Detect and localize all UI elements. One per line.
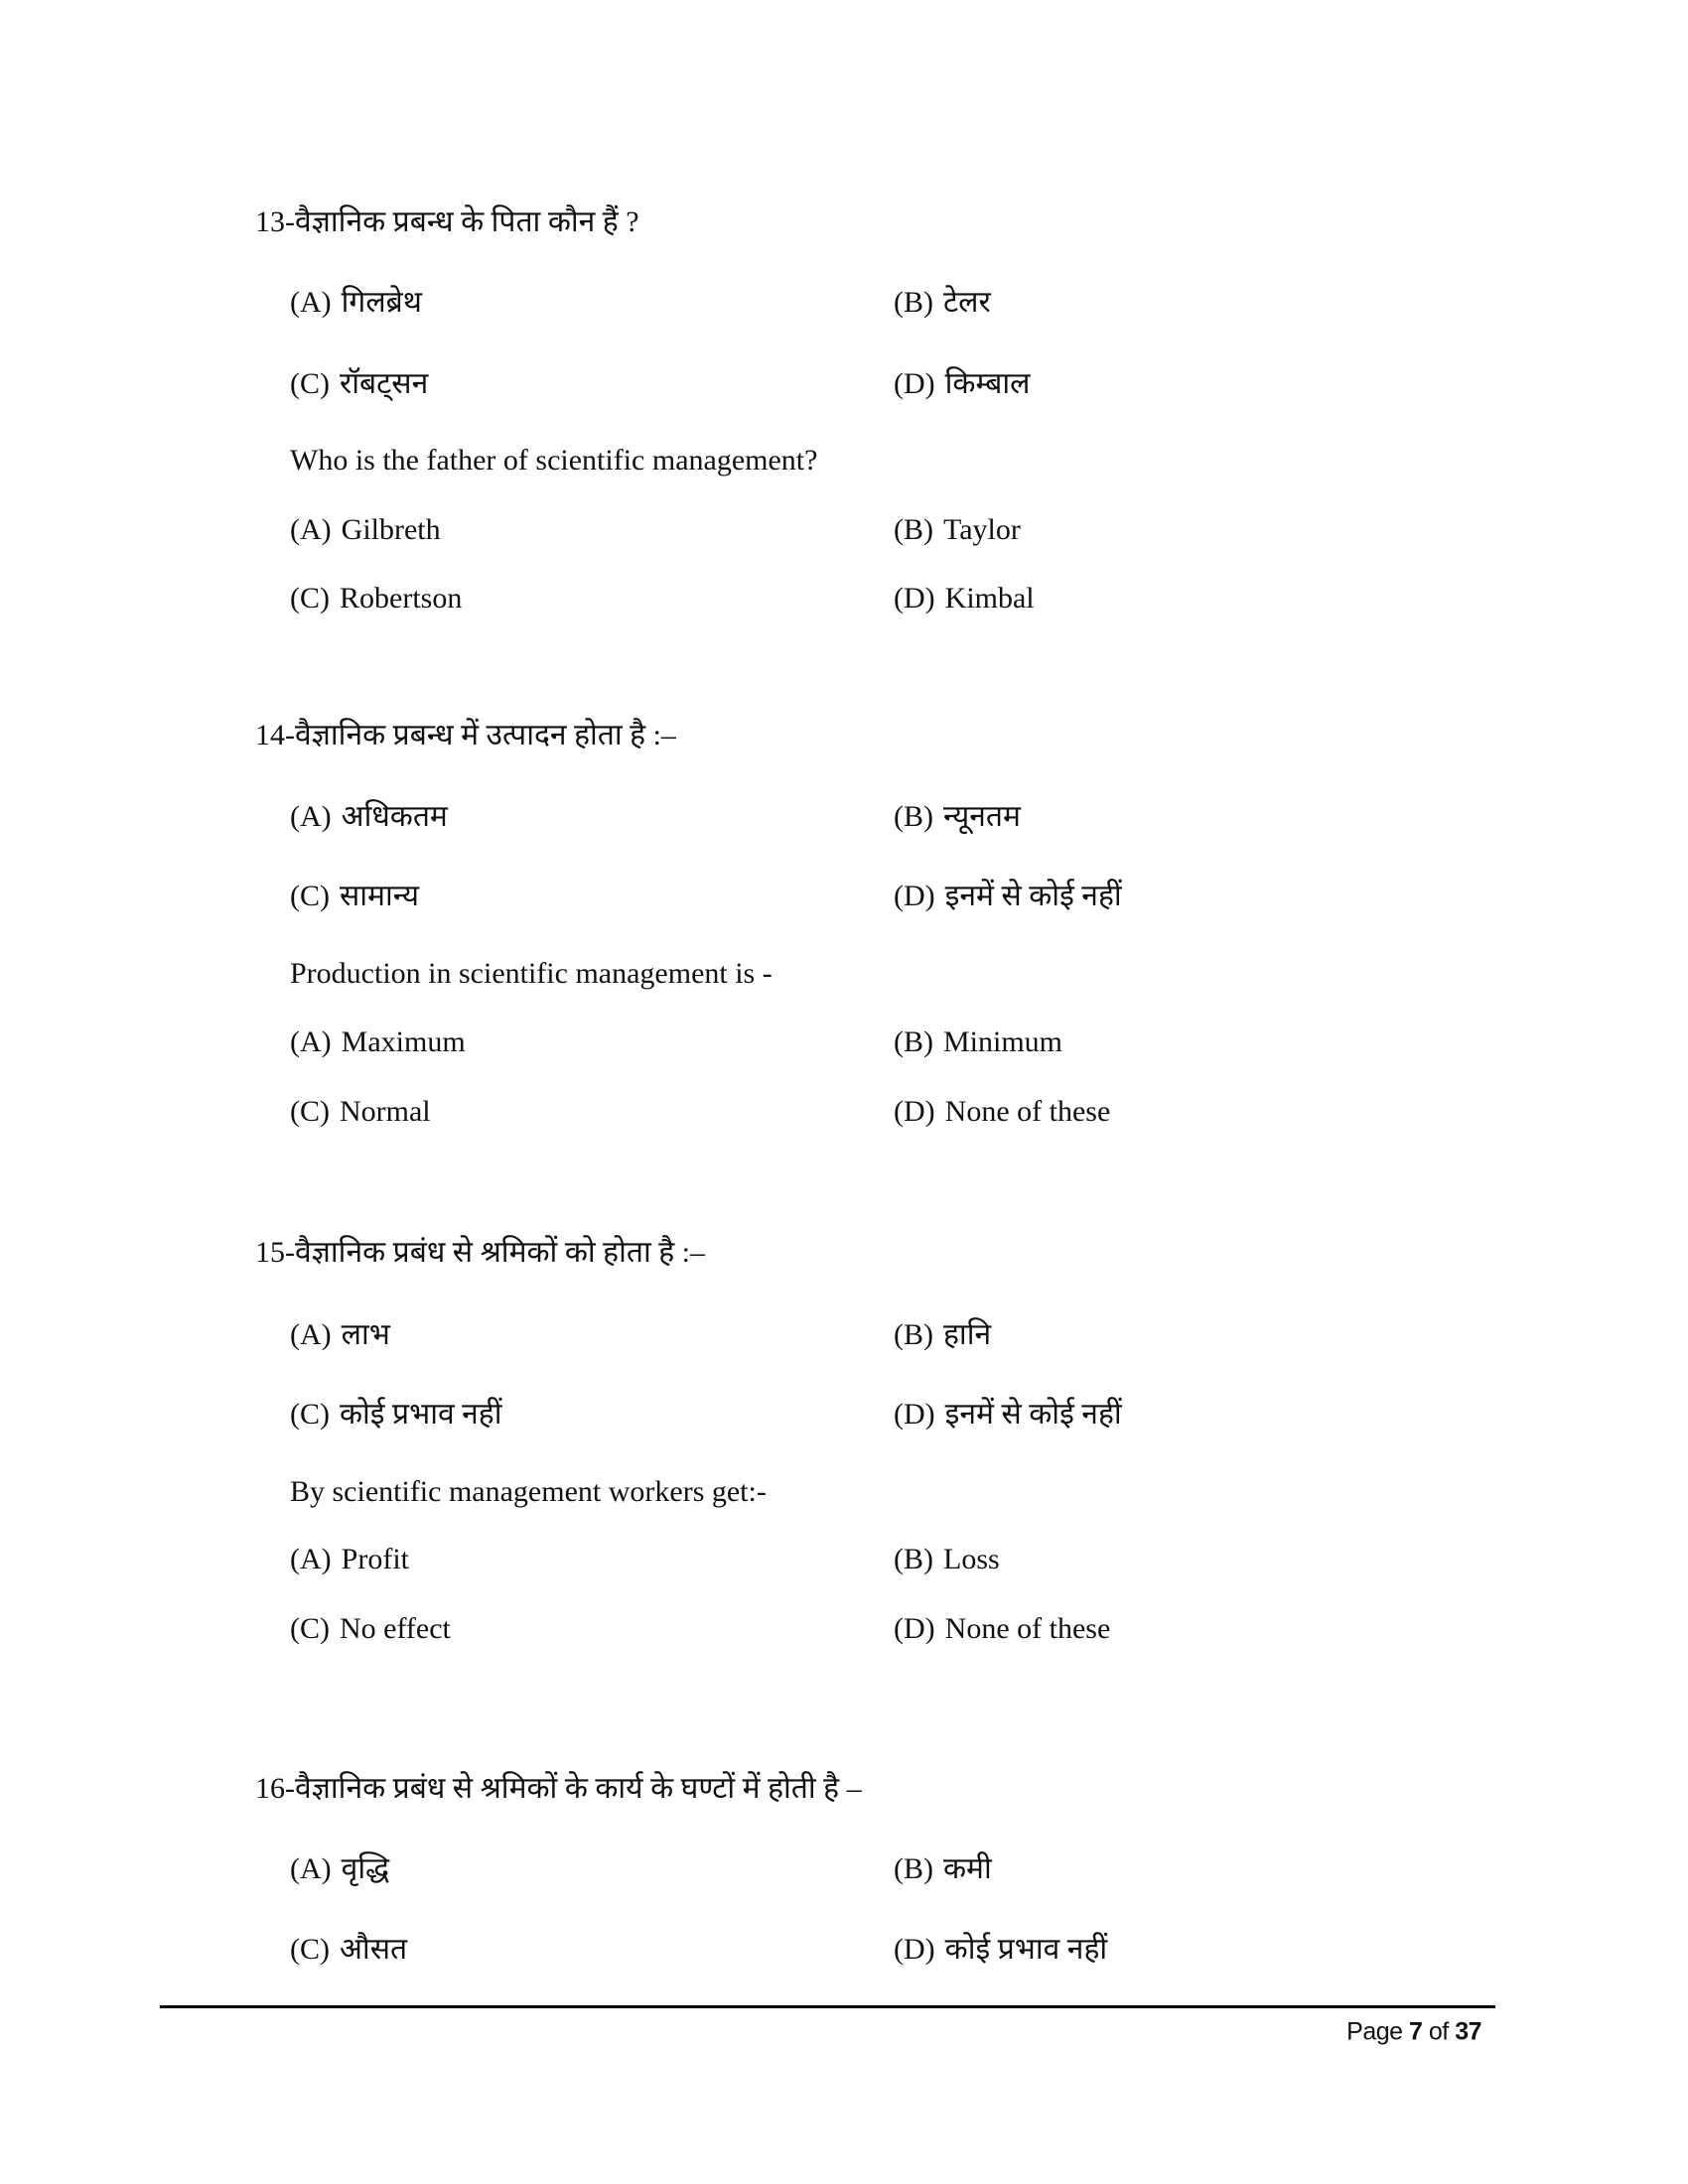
- question-text: वैज्ञानिक प्रबंध से श्रमिकों के कार्य के घण्टों में होती है –: [295, 1772, 862, 1805]
- option-label: (A): [290, 1852, 332, 1885]
- option-text: रॉबट्सन: [340, 367, 429, 400]
- option-b: [894, 510, 1021, 550]
- option-text: अधिकतम: [341, 800, 448, 833]
- option-d: [894, 579, 1035, 618]
- option-label: (A): [290, 513, 332, 546]
- question-number: 13-: [255, 205, 295, 238]
- option-a: [290, 1315, 390, 1355]
- option-text: इनमें से कोई नहीं: [944, 1398, 1122, 1431]
- option-c: [290, 1609, 451, 1649]
- option-c: [290, 1930, 407, 1970]
- question-14-hindi: [255, 716, 676, 755]
- option-label: (B): [894, 1543, 933, 1575]
- option-d: [894, 1092, 1110, 1132]
- question-13-english: Who is the father of scientific management?: [290, 444, 818, 477]
- option-c: [290, 1395, 502, 1434]
- option-label: (D): [894, 367, 935, 400]
- question-text: वैज्ञानिक प्रबंध से श्रमिकों को होता है :–: [295, 1236, 705, 1269]
- question-text: वैज्ञानिक प्रबन्ध में उत्पादन होता है :–: [295, 719, 676, 751]
- option-label: (C): [290, 880, 330, 912]
- option-text: Gilbreth: [341, 513, 441, 546]
- page-number: [1346, 2018, 1481, 2047]
- option-text: None of these: [944, 1095, 1111, 1128]
- of-word: of: [1428, 2017, 1449, 2046]
- option-a: [290, 510, 441, 550]
- option-text: None of these: [944, 1612, 1111, 1645]
- option-label: (A): [290, 1318, 332, 1351]
- option-label: (B): [894, 800, 933, 833]
- option-text: Taylor: [943, 513, 1021, 546]
- option-a: [290, 1540, 409, 1579]
- option-d: [894, 1395, 1122, 1434]
- total-pages: 37: [1455, 2017, 1481, 2046]
- option-text: हानि: [943, 1318, 992, 1351]
- option-label: (D): [894, 1612, 935, 1645]
- option-text: लाभ: [341, 1318, 390, 1351]
- question-number: 16-: [255, 1772, 295, 1805]
- option-text: न्यूनतम: [943, 800, 1021, 833]
- question-15-english: By scientific management workers get:-: [290, 1475, 767, 1508]
- option-a: [290, 1849, 389, 1889]
- option-b: [894, 1849, 992, 1889]
- footer-divider: [160, 2005, 1495, 2008]
- option-d: [894, 1930, 1107, 1970]
- option-d: [894, 877, 1122, 916]
- option-label: (B): [894, 1318, 933, 1351]
- option-label: (B): [894, 1025, 933, 1058]
- option-label: (C): [290, 1612, 330, 1645]
- option-label: (D): [894, 880, 935, 912]
- option-label: (D): [894, 1095, 935, 1128]
- option-text: किम्बाल: [944, 367, 1031, 400]
- option-label: (B): [894, 286, 933, 319]
- option-label: (D): [894, 1933, 935, 1966]
- option-b: [894, 283, 991, 323]
- option-text: Minimum: [943, 1025, 1063, 1058]
- option-text: कोई प्रभाव नहीं: [944, 1933, 1108, 1966]
- option-label: (B): [894, 513, 933, 546]
- option-text: No effect: [340, 1612, 451, 1645]
- option-b: [894, 1315, 991, 1355]
- option-label: (C): [290, 367, 330, 400]
- option-label: (A): [290, 800, 332, 833]
- option-text: Maximum: [341, 1025, 466, 1058]
- question-14-english: Production in scientific management is -: [290, 957, 773, 990]
- option-label: (A): [290, 286, 332, 319]
- option-a: [290, 797, 448, 837]
- option-label: (C): [290, 1095, 330, 1128]
- option-label: (B): [894, 1852, 933, 1885]
- option-label: (C): [290, 1933, 330, 1966]
- option-c: [290, 364, 428, 404]
- option-label: (D): [894, 1398, 935, 1431]
- option-label: (A): [290, 1025, 332, 1058]
- option-text: Kimbal: [944, 582, 1035, 614]
- option-label: (A): [290, 1543, 332, 1575]
- option-label: (C): [290, 1398, 330, 1431]
- option-text: कमी: [943, 1852, 992, 1885]
- option-c: [290, 877, 419, 916]
- option-text: सामान्य: [340, 880, 420, 912]
- question-number: 14-: [255, 719, 295, 751]
- option-text: Normal: [340, 1095, 431, 1128]
- option-c: [290, 579, 462, 618]
- question-16-hindi: [255, 1769, 862, 1809]
- option-b: [894, 797, 1021, 837]
- option-text: Loss: [943, 1543, 1000, 1575]
- option-b: [894, 1023, 1062, 1062]
- question-13-hindi: [255, 203, 639, 242]
- question-15-hindi: [255, 1233, 705, 1273]
- page-word: Page: [1346, 2017, 1403, 2046]
- option-text: Robertson: [340, 582, 463, 614]
- option-label: (C): [290, 582, 330, 614]
- option-a: [290, 1023, 466, 1062]
- option-d: [894, 364, 1030, 404]
- current-page: 7: [1409, 2017, 1423, 2046]
- option-text: औसत: [340, 1933, 408, 1966]
- option-text: इनमें से कोई नहीं: [944, 880, 1122, 912]
- option-d: [894, 1609, 1110, 1649]
- option-text: गिलब्रेथ: [341, 286, 422, 319]
- option-text: वृद्धि: [341, 1852, 390, 1885]
- option-text: कोई प्रभाव नहीं: [340, 1398, 502, 1431]
- option-c: [290, 1092, 431, 1132]
- option-text: Profit: [341, 1543, 409, 1575]
- question-number: 15-: [255, 1236, 295, 1269]
- option-text: टेलर: [943, 286, 991, 319]
- option-label: (D): [894, 582, 935, 614]
- question-text: वैज्ञानिक प्रबन्ध के पिता कौन हैं ?: [295, 205, 639, 238]
- option-a: [290, 283, 422, 323]
- option-b: [894, 1540, 1000, 1579]
